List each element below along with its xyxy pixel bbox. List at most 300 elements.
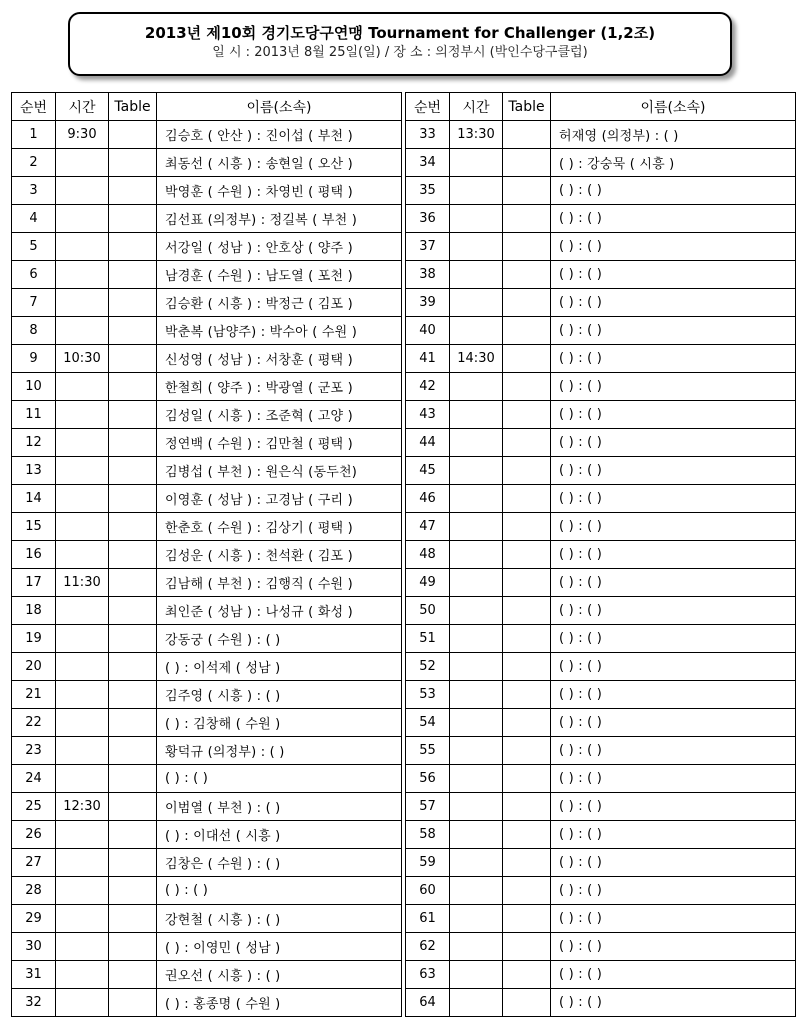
table-row xyxy=(406,765,796,793)
match-number-cell: 1 xyxy=(12,121,56,149)
match-number-cell: 12 xyxy=(12,429,56,457)
table-number-cell xyxy=(503,345,551,373)
match-number-cell: 48 xyxy=(406,541,450,569)
table-row xyxy=(12,373,402,401)
match-number-cell: 35 xyxy=(406,177,450,205)
match-number-cell: 52 xyxy=(406,653,450,681)
time-cell xyxy=(56,737,109,765)
time-cell xyxy=(450,429,503,457)
table-row xyxy=(406,261,796,289)
table-number-cell xyxy=(503,989,551,1017)
match-number-cell: 31 xyxy=(12,961,56,989)
match-number-cell: 2 xyxy=(12,149,56,177)
match-number-cell: 33 xyxy=(406,121,450,149)
time-cell xyxy=(450,569,503,597)
column-header-no: 순번 xyxy=(12,93,56,121)
time-cell xyxy=(450,485,503,513)
table-row xyxy=(12,457,402,485)
table-row xyxy=(12,905,402,933)
table-row xyxy=(406,597,796,625)
time-cell xyxy=(450,821,503,849)
match-number-cell: 61 xyxy=(406,905,450,933)
table-row xyxy=(12,961,402,989)
player-entry-cell: ( ) : ( ) xyxy=(551,289,796,317)
table-row xyxy=(406,373,796,401)
table-number-cell xyxy=(503,793,551,821)
time-cell xyxy=(450,905,503,933)
player-entry-cell: ( ) : ( ) xyxy=(551,541,796,569)
match-number-cell: 62 xyxy=(406,933,450,961)
match-number-cell: 43 xyxy=(406,401,450,429)
match-number-cell: 57 xyxy=(406,793,450,821)
match-number-cell: 16 xyxy=(12,541,56,569)
time-cell xyxy=(450,961,503,989)
time-cell xyxy=(450,625,503,653)
table-number-cell xyxy=(503,849,551,877)
match-number-cell: 39 xyxy=(406,289,450,317)
table-number-cell xyxy=(109,709,157,737)
match-number-cell: 55 xyxy=(406,737,450,765)
table-row xyxy=(406,345,796,373)
table-row xyxy=(12,429,402,457)
time-cell xyxy=(56,149,109,177)
player-entry-cell: 서강일 ( 성남 ) : 안호상 ( 양주 ) xyxy=(157,233,402,261)
table-row xyxy=(406,625,796,653)
player-entry-cell: ( ) : ( ) xyxy=(551,429,796,457)
table-number-cell xyxy=(503,401,551,429)
table-number-cell xyxy=(503,961,551,989)
table-row xyxy=(406,457,796,485)
time-cell xyxy=(56,653,109,681)
header-row xyxy=(406,93,796,121)
player-entry-cell: ( ) : ( ) xyxy=(551,793,796,821)
table-row xyxy=(406,485,796,513)
time-cell xyxy=(450,877,503,905)
match-number-cell: 9 xyxy=(12,345,56,373)
match-number-cell: 63 xyxy=(406,961,450,989)
table-number-cell xyxy=(109,793,157,821)
player-entry-cell: ( ) : ( ) xyxy=(551,485,796,513)
player-entry-cell: ( ) : ( ) xyxy=(551,821,796,849)
table-number-cell xyxy=(109,541,157,569)
column-header-time: 시간 xyxy=(56,93,109,121)
match-number-cell: 23 xyxy=(12,737,56,765)
table-number-cell xyxy=(503,709,551,737)
table-row xyxy=(12,989,402,1017)
table-number-cell xyxy=(109,681,157,709)
player-entry-cell: 신성영 ( 성남 ) : 서창훈 ( 평택 ) xyxy=(157,345,402,373)
time-cell xyxy=(56,289,109,317)
match-number-cell: 19 xyxy=(12,625,56,653)
table-row xyxy=(406,821,796,849)
player-entry-cell: ( ) : ( ) xyxy=(551,625,796,653)
table-number-cell xyxy=(109,149,157,177)
table-row xyxy=(406,933,796,961)
table-number-cell xyxy=(109,373,157,401)
time-cell xyxy=(450,177,503,205)
player-entry-cell: ( ) : ( ) xyxy=(551,205,796,233)
table-number-cell xyxy=(109,485,157,513)
table-number-cell xyxy=(109,429,157,457)
time-cell xyxy=(56,821,109,849)
player-entry-cell: 허재영 (의정부) : ( ) xyxy=(551,121,796,149)
table-number-cell xyxy=(503,121,551,149)
match-number-cell: 11 xyxy=(12,401,56,429)
time-cell xyxy=(56,513,109,541)
table-row xyxy=(12,821,402,849)
table-number-cell xyxy=(109,177,157,205)
player-entry-cell: ( ) : 이석제 ( 성남 ) xyxy=(157,653,402,681)
table-row xyxy=(12,737,402,765)
player-entry-cell: ( ) : ( ) xyxy=(551,933,796,961)
table-row xyxy=(12,149,402,177)
player-entry-cell: ( ) : ( ) xyxy=(551,989,796,1017)
player-entry-cell: 한철희 ( 양주 ) : 박광열 ( 군포 ) xyxy=(157,373,402,401)
player-entry-cell: ( ) : ( ) xyxy=(551,905,796,933)
player-entry-cell: ( ) : ( ) xyxy=(551,513,796,541)
table-row xyxy=(406,401,796,429)
column-header-table: Table xyxy=(109,93,157,121)
table-number-cell xyxy=(503,653,551,681)
table-row xyxy=(12,261,402,289)
table-number-cell xyxy=(109,821,157,849)
table-row xyxy=(12,401,402,429)
player-entry-cell: ( ) : 김창해 ( 수원 ) xyxy=(157,709,402,737)
time-cell: 13:30 xyxy=(450,121,503,149)
match-number-cell: 42 xyxy=(406,373,450,401)
table-number-cell xyxy=(109,569,157,597)
table-number-cell xyxy=(109,345,157,373)
match-number-cell: 41 xyxy=(406,345,450,373)
time-cell xyxy=(450,653,503,681)
time-cell xyxy=(450,205,503,233)
match-number-cell: 51 xyxy=(406,625,450,653)
match-number-cell: 5 xyxy=(12,233,56,261)
player-entry-cell: ( ) : ( ) xyxy=(551,709,796,737)
table-number-cell xyxy=(109,933,157,961)
player-entry-cell: ( ) : ( ) xyxy=(551,233,796,261)
table-row xyxy=(12,569,402,597)
time-cell xyxy=(450,709,503,737)
table-number-cell xyxy=(109,653,157,681)
player-entry-cell: ( ) : ( ) xyxy=(551,737,796,765)
time-cell xyxy=(56,933,109,961)
player-entry-cell: ( ) : ( ) xyxy=(551,569,796,597)
player-entry-cell: 김승환 ( 시흥 ) : 박정근 ( 김포 ) xyxy=(157,289,402,317)
table-number-cell xyxy=(109,233,157,261)
match-number-cell: 56 xyxy=(406,765,450,793)
time-cell xyxy=(56,205,109,233)
page-subtitle: 일 시 : 2013년 8월 25일(일) / 장 소 : 의정부시 (박인수당구클럽) xyxy=(212,45,588,60)
time-cell xyxy=(56,401,109,429)
match-number-cell: 49 xyxy=(406,569,450,597)
table-row xyxy=(406,905,796,933)
table-row xyxy=(406,961,796,989)
player-entry-cell: ( ) : ( ) xyxy=(551,877,796,905)
player-entry-cell: ( ) : ( ) xyxy=(551,681,796,709)
match-number-cell: 21 xyxy=(12,681,56,709)
table-number-cell xyxy=(503,597,551,625)
table-number-cell xyxy=(503,765,551,793)
match-number-cell: 60 xyxy=(406,877,450,905)
player-entry-cell: ( ) : 강숭묵 ( 시흥 ) xyxy=(551,149,796,177)
player-entry-cell: ( ) : ( ) xyxy=(551,401,796,429)
player-entry-cell: ( ) : ( ) xyxy=(551,177,796,205)
table-row xyxy=(12,205,402,233)
player-entry-cell: 김선표 (의정부) : 정길복 ( 부천 ) xyxy=(157,205,402,233)
table-number-cell xyxy=(503,233,551,261)
column-header-name: 이름(소속) xyxy=(157,93,402,121)
table-row xyxy=(406,429,796,457)
table-number-cell xyxy=(503,457,551,485)
table-row xyxy=(406,289,796,317)
match-number-cell: 45 xyxy=(406,457,450,485)
table-number-cell xyxy=(503,905,551,933)
player-entry-cell: ( ) : ( ) xyxy=(551,261,796,289)
time-cell xyxy=(450,401,503,429)
time-cell xyxy=(56,681,109,709)
player-entry-cell: 김성운 ( 시흥 ) : 천석환 ( 김포 ) xyxy=(157,541,402,569)
match-number-cell: 64 xyxy=(406,989,450,1017)
match-number-cell: 47 xyxy=(406,513,450,541)
table-number-cell xyxy=(503,569,551,597)
table-row xyxy=(406,681,796,709)
table-row xyxy=(12,709,402,737)
player-entry-cell: 황덕규 (의정부) : ( ) xyxy=(157,737,402,765)
player-entry-cell: 김병섭 ( 부천 ) : 원은식 (동두천) xyxy=(157,457,402,485)
player-entry-cell: 최인준 ( 성남 ) : 나성규 ( 화성 ) xyxy=(157,597,402,625)
time-cell xyxy=(56,177,109,205)
table-number-cell xyxy=(503,373,551,401)
player-entry-cell: 김승호 ( 안산 ) : 진이섭 ( 부천 ) xyxy=(157,121,402,149)
table-number-cell xyxy=(109,121,157,149)
table-number-cell xyxy=(503,317,551,345)
time-cell xyxy=(450,681,503,709)
time-cell xyxy=(450,457,503,485)
player-entry-cell: 한춘호 ( 수원 ) : 김상기 ( 평택 ) xyxy=(157,513,402,541)
table-row xyxy=(406,849,796,877)
column-header-name: 이름(소속) xyxy=(551,93,796,121)
player-entry-cell: ( ) : ( ) xyxy=(551,317,796,345)
time-cell xyxy=(450,737,503,765)
time-cell xyxy=(450,933,503,961)
time-cell xyxy=(56,849,109,877)
player-entry-cell: ( ) : ( ) xyxy=(551,597,796,625)
match-number-cell: 13 xyxy=(12,457,56,485)
table-row xyxy=(406,233,796,261)
table-number-cell xyxy=(503,933,551,961)
match-number-cell: 44 xyxy=(406,429,450,457)
table-row xyxy=(12,541,402,569)
table-row xyxy=(12,849,402,877)
table-number-cell xyxy=(109,989,157,1017)
table-row xyxy=(406,121,796,149)
player-entry-cell: 김성일 ( 시흥 ) : 조준혁 ( 고양 ) xyxy=(157,401,402,429)
match-number-cell: 40 xyxy=(406,317,450,345)
table-number-cell xyxy=(503,737,551,765)
time-cell xyxy=(56,373,109,401)
table-row xyxy=(12,513,402,541)
title-box xyxy=(68,12,732,76)
match-number-cell: 53 xyxy=(406,681,450,709)
time-cell xyxy=(56,625,109,653)
time-cell xyxy=(450,289,503,317)
column-header-table: Table xyxy=(503,93,551,121)
player-entry-cell: ( ) : ( ) xyxy=(551,765,796,793)
table-row xyxy=(12,121,402,149)
player-entry-cell: ( ) : ( ) xyxy=(551,849,796,877)
match-number-cell: 59 xyxy=(406,849,450,877)
table-number-cell xyxy=(109,877,157,905)
match-number-cell: 27 xyxy=(12,849,56,877)
time-cell xyxy=(56,233,109,261)
match-number-cell: 58 xyxy=(406,821,450,849)
table-row xyxy=(406,737,796,765)
table-row xyxy=(12,681,402,709)
table-number-cell xyxy=(109,625,157,653)
time-cell xyxy=(56,485,109,513)
match-number-cell: 22 xyxy=(12,709,56,737)
time-cell xyxy=(56,457,109,485)
player-entry-cell: ( ) : ( ) xyxy=(551,653,796,681)
match-number-cell: 54 xyxy=(406,709,450,737)
match-number-cell: 37 xyxy=(406,233,450,261)
table-row xyxy=(12,793,402,821)
column-header-time: 시간 xyxy=(450,93,503,121)
table-number-cell xyxy=(109,205,157,233)
time-cell xyxy=(450,597,503,625)
match-number-cell: 20 xyxy=(12,653,56,681)
player-entry-cell: ( ) : ( ) xyxy=(157,765,402,793)
table-number-cell xyxy=(503,261,551,289)
table-row xyxy=(406,653,796,681)
player-entry-cell: ( ) : 이대선 ( 시흥 ) xyxy=(157,821,402,849)
table-row xyxy=(12,233,402,261)
schedule-table-left xyxy=(11,92,402,1017)
match-number-cell: 26 xyxy=(12,821,56,849)
table-number-cell xyxy=(109,765,157,793)
table-row xyxy=(12,289,402,317)
match-number-cell: 6 xyxy=(12,261,56,289)
table-row xyxy=(12,317,402,345)
table-number-cell xyxy=(109,317,157,345)
match-number-cell: 8 xyxy=(12,317,56,345)
match-number-cell: 17 xyxy=(12,569,56,597)
table-row xyxy=(12,597,402,625)
player-entry-cell: 김창은 ( 수원 ) : ( ) xyxy=(157,849,402,877)
schedule-table-right xyxy=(405,92,796,1017)
time-cell xyxy=(450,261,503,289)
player-entry-cell: 강동궁 ( 수원 ) : ( ) xyxy=(157,625,402,653)
player-entry-cell: ( ) : ( ) xyxy=(551,373,796,401)
time-cell xyxy=(56,765,109,793)
time-cell xyxy=(450,513,503,541)
page-title: 2013년 제10회 경기도당구연맹 Tournament for Challenger (1,2조) xyxy=(144,24,656,42)
time-cell: 11:30 xyxy=(56,569,109,597)
table-number-cell xyxy=(109,289,157,317)
match-number-cell: 30 xyxy=(12,933,56,961)
time-cell xyxy=(450,149,503,177)
match-number-cell: 36 xyxy=(406,205,450,233)
table-number-cell xyxy=(503,541,551,569)
time-cell xyxy=(450,233,503,261)
time-cell xyxy=(56,877,109,905)
player-entry-cell: ( ) : ( ) xyxy=(551,457,796,485)
table-row xyxy=(12,653,402,681)
player-entry-cell: 권오선 ( 시흥 ) : ( ) xyxy=(157,961,402,989)
player-entry-cell: 최동선 ( 시흥 ) : 송현일 ( 오산 ) xyxy=(157,149,402,177)
time-cell xyxy=(56,429,109,457)
table-number-cell xyxy=(503,877,551,905)
match-number-cell: 10 xyxy=(12,373,56,401)
match-number-cell: 18 xyxy=(12,597,56,625)
match-number-cell: 50 xyxy=(406,597,450,625)
player-entry-cell: 박춘복 (남양주) : 박수아 ( 수원 ) xyxy=(157,317,402,345)
time-cell xyxy=(56,989,109,1017)
table-number-cell xyxy=(503,485,551,513)
time-cell: 9:30 xyxy=(56,121,109,149)
time-cell xyxy=(56,709,109,737)
time-cell xyxy=(450,849,503,877)
table-number-cell xyxy=(109,737,157,765)
table-row xyxy=(12,625,402,653)
table-number-cell xyxy=(109,961,157,989)
table-number-cell xyxy=(109,849,157,877)
player-entry-cell: 정연백 ( 수원 ) : 김만철 ( 평택 ) xyxy=(157,429,402,457)
table-row xyxy=(406,989,796,1017)
table-row xyxy=(406,793,796,821)
time-cell xyxy=(56,905,109,933)
column-header-no: 순번 xyxy=(406,93,450,121)
table-number-cell xyxy=(503,149,551,177)
time-cell xyxy=(450,989,503,1017)
table-number-cell xyxy=(503,205,551,233)
table-row xyxy=(12,177,402,205)
time-cell: 12:30 xyxy=(56,793,109,821)
match-number-cell: 7 xyxy=(12,289,56,317)
table-row xyxy=(12,765,402,793)
match-number-cell: 28 xyxy=(12,877,56,905)
time-cell xyxy=(56,541,109,569)
match-number-cell: 46 xyxy=(406,485,450,513)
table-number-cell xyxy=(503,513,551,541)
player-entry-cell: ( ) : 홍종명 ( 수원 ) xyxy=(157,989,402,1017)
table-row xyxy=(12,933,402,961)
table-row xyxy=(406,709,796,737)
time-cell xyxy=(56,317,109,345)
match-number-cell: 15 xyxy=(12,513,56,541)
player-entry-cell: 김남해 ( 부천 ) : 김행직 ( 수원 ) xyxy=(157,569,402,597)
table-row xyxy=(406,513,796,541)
player-entry-cell: ( ) : ( ) xyxy=(551,961,796,989)
player-entry-cell: 김주영 ( 시흥 ) : ( ) xyxy=(157,681,402,709)
table-number-cell xyxy=(503,289,551,317)
table-number-cell xyxy=(109,597,157,625)
time-cell: 10:30 xyxy=(56,345,109,373)
time-cell xyxy=(450,373,503,401)
player-entry-cell: ( ) : ( ) xyxy=(157,877,402,905)
time-cell xyxy=(450,541,503,569)
table-number-cell xyxy=(503,429,551,457)
table-number-cell xyxy=(503,681,551,709)
table-row xyxy=(12,485,402,513)
player-entry-cell: 박영훈 ( 수원 ) : 차영빈 ( 평택 ) xyxy=(157,177,402,205)
table-number-cell xyxy=(503,177,551,205)
table-row xyxy=(406,569,796,597)
table-number-cell xyxy=(109,457,157,485)
player-entry-cell: ( ) : ( ) xyxy=(551,345,796,373)
match-number-cell: 24 xyxy=(12,765,56,793)
